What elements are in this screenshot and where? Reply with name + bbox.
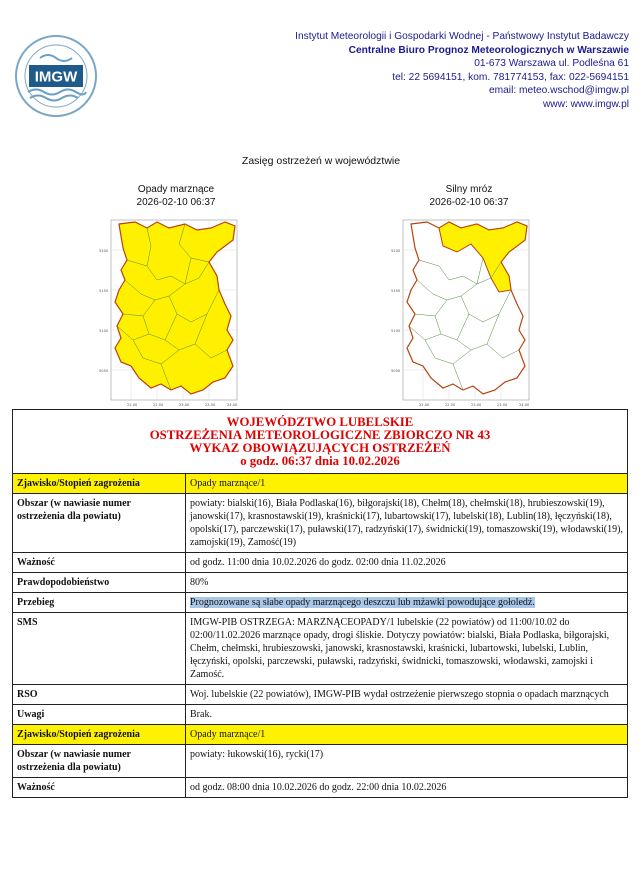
table-row (13, 705, 628, 725)
validity-value-2: od godz. 08:00 dnia 10.02.2026 do godz. 22:00 dnia 10.02.2026 (186, 778, 628, 798)
course-value: Prognozowane są słabe opady marznącego deszczu lub mżawki powodujące gołoledź. (190, 597, 535, 608)
phenomenon-label-2: Zjawisko/Stopień zagrożenia (13, 725, 186, 745)
map-right-xtick-1: 22.50 (445, 403, 456, 406)
banner-region: WOJEWÓDZTWO LUBELSKIE (226, 415, 414, 429)
area-value-2: powiaty: łukowski(16), rycki(17) (186, 745, 628, 778)
area-label-2: Obszar (w nawiasie numer ostrzeżenia dla powiatu) (13, 745, 186, 778)
validity-label: Ważność (13, 553, 186, 573)
table-row (13, 573, 628, 593)
map-left-ytick-0: 5200 (99, 249, 109, 253)
table-row (13, 593, 628, 613)
map-severe-frost (391, 218, 531, 406)
map-left-date: 2026-02-10 06:37 (136, 196, 216, 208)
email[interactable]: email: meteo.wschod@imgw.pl (488, 85, 629, 97)
area-label: Obszar (w nawiasie numer ostrzeżenia dla powiatu) (13, 494, 186, 553)
institute-name: Instytut Meteorologii i Gospodarki Wodnej - Państwowy Instytut Badawczy (295, 31, 629, 42)
banner-subtitle: WYKAZ OBOWIĄZUJĄCYCH OSTRZEŻEŃ (189, 441, 451, 455)
course-cell (186, 593, 628, 613)
map-left-ytick-3: 5050 (99, 369, 109, 373)
remarks-value: Brak. (186, 705, 628, 725)
table-row (13, 613, 628, 685)
logo-text: IMGW (34, 68, 78, 86)
map-left-label: Opady marznące (137, 184, 215, 195)
map-right-ytick-2: 5100 (391, 329, 401, 333)
probability-label: Prawdopodobieństwo (13, 573, 186, 593)
maps-title: Zasięg ostrzeżeń w województwie (241, 155, 401, 167)
map-right-xtick-0: 22.00 (419, 403, 430, 406)
institute-header (295, 30, 629, 112)
table-row (13, 778, 628, 798)
area-value: powiaty: bialski(16), Biała Podlaska(16), biłgorajski(18), Chełm(18), chełmski(18), hrubieszowski(19), janowski(17), krasnostawski(19), kraśnicki(17), lubartowski(17), lubelski(18), Lublin(18), łęczyński(18), opolski(17), parczewski(17), puławski(17), radzyński(17), świdnicki(19), tomaszowski(19), włodawski(19), zamojski(19), Zamość(19) (186, 494, 628, 553)
table-row (13, 725, 628, 745)
sms-label: SMS (13, 613, 186, 685)
map-left-xtick-2: 23.00 (179, 403, 190, 406)
map-right-label: Silny mróz (445, 184, 493, 195)
banner-row (13, 410, 628, 474)
map-right-xtick-4: 24.00 (519, 403, 530, 406)
map-right-date: 2026-02-10 06:37 (429, 196, 509, 208)
phenomenon-label: Zjawisko/Stopień zagrożenia (13, 474, 186, 494)
map-left-ytick-2: 5100 (99, 329, 109, 333)
banner-time: o godz. 06:37 dnia 10.02.2026 (240, 454, 400, 468)
map-left-ytick-1: 5150 (99, 289, 109, 293)
probability-value: 80% (186, 573, 628, 593)
map-right-caption (369, 184, 569, 209)
remarks-label: Uwagi (13, 705, 186, 725)
phone: tel: 22 5694151, kom. 781774153, fax: 022-5694151 (392, 71, 629, 83)
imgw-logo (14, 34, 98, 118)
table-row (13, 685, 628, 705)
phenomenon-value: Opady marznące/1 (186, 474, 628, 494)
table-row (13, 745, 628, 778)
office-name: Centralne Biuro Prognoz Meteorologicznych w Warszawie (348, 44, 629, 56)
address: 01-673 Warszawa ul. Podleśna 61 (474, 58, 629, 70)
table-row (13, 474, 628, 494)
table-row (13, 553, 628, 573)
map-left-xtick-4: 24.00 (227, 403, 238, 406)
map-left-xtick-1: 22.50 (153, 403, 164, 406)
course-label: Przebieg (13, 593, 186, 613)
banner-title: OSTRZEŻENIA METEOROLOGICZNE ZBIORCZO NR 43 (149, 428, 491, 442)
website[interactable]: www: www.imgw.pl (542, 98, 629, 110)
warnings-banner (13, 410, 628, 474)
map-right-xtick-2: 23.00 (471, 403, 482, 406)
map-left-xtick-0: 22.00 (127, 403, 138, 406)
map-freezing-rain (99, 218, 239, 406)
validity-label-2: Ważność (13, 778, 186, 798)
map-left-caption (76, 184, 276, 209)
map-right-ytick-1: 5150 (391, 289, 401, 293)
table-row (13, 494, 628, 553)
sms-value: IMGW-PIB OSTRZEGA: MARZNĄCEOPADY/1 lubelskie (22 powiatów) od 11:00/10.02 do 02:00/11.02.2026 marznące opady, drogi śliskie. Dotyczy powiatów: bialski, Biała Podlaska, biłgorajski, Chełm, chełmski, hrubieszowski, janowski, krasnostawski, kraśnicki, lubartowski, lubelski, Lublin, łęczyński, opolski, parczewski, puławski, radzyński, świdnicki, tomaszowski, włodawski, zamojski i Zamość. (186, 613, 628, 685)
warnings-table (12, 409, 628, 798)
map-left-xtick-3: 23.50 (205, 403, 216, 406)
map-right-ytick-0: 5200 (391, 249, 401, 253)
validity-value: od godz. 11:00 dnia 10.02.2026 do godz. 02:00 dnia 11.02.2026 (186, 553, 628, 573)
rso-label: RSO (13, 685, 186, 705)
phenomenon-value-2: Opady marznące/1 (186, 725, 628, 745)
map-right-ytick-3: 5050 (391, 369, 401, 373)
rso-value: Woj. lubelskie (22 powiatów), IMGW-PIB wydał ostrzeżenie pierwszego stopnia o opadach marznących (186, 685, 628, 705)
map-right-xtick-3: 23.50 (497, 403, 508, 406)
